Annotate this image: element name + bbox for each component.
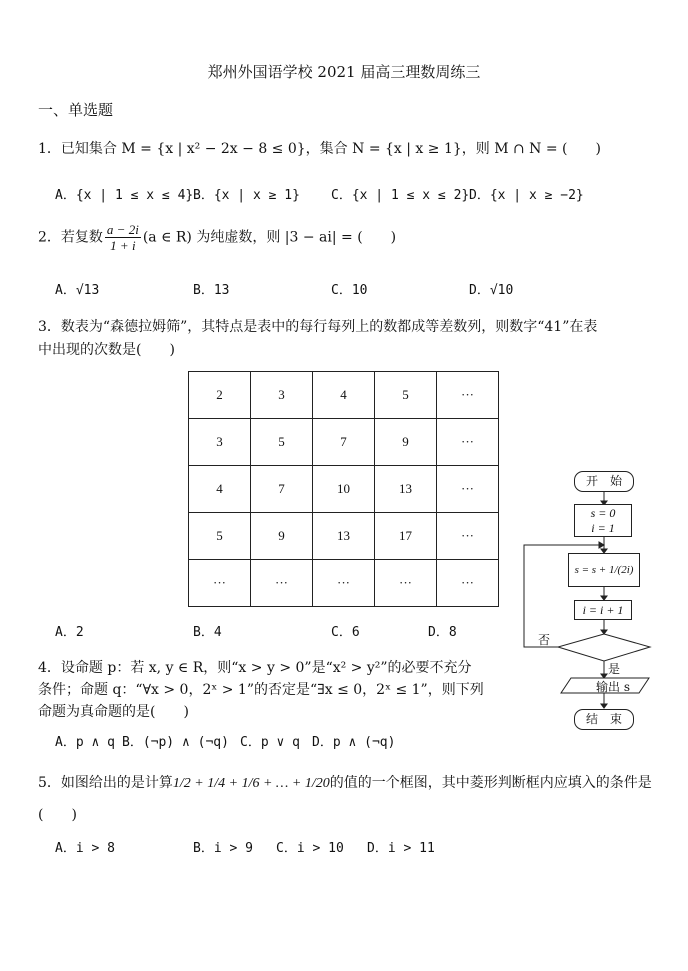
q5-option-d: D．i > 11 [367,841,435,856]
arrow-head [601,630,607,634]
q4-stem-line1: 4．设命题 p：若 x, y ∈ R，则“x > y > 0”是“x² > y²”的必要不充分 [38,660,472,676]
table-cell: ··· [189,560,251,607]
q2-stem [38,222,396,253]
q5-option-c: C．i > 10 [276,841,344,856]
flowchart-init-box [574,504,632,537]
table-cell: ··· [375,560,437,607]
arrow-head [599,542,604,548]
table-cell: ··· [251,560,313,607]
q5-sum-expression: 1/2 + 1/4 + 1/6 + … + 1/20 [172,776,330,791]
q3-stem-line1: 3．数表为“森德拉姆筛”，其特点是表中的每行每列上的数都成等差数列，则数字“41”在表 [38,319,598,335]
q1-option-b: B．{x | x ≥ 1} [193,188,300,203]
arrow-head [601,704,607,708]
q2-option-b: B．13 [193,283,230,298]
sundaram-sieve-table [188,371,499,607]
q5-stem-post: 的值的一个框图，其中菱形判断框内应填入的条件是 [329,775,652,791]
table-row [189,560,499,607]
q2-option-c: C．10 [331,283,368,298]
q2-fraction-denominator: 1 + i [110,238,136,253]
q2-fraction [105,222,141,253]
q2-option-d: D．√10 [469,283,514,298]
table-cell: 13 [313,513,375,560]
q4-option-b: B．(¬p) ∧ (¬q) [122,735,229,750]
q5-option-a: A．i > 8 [55,841,115,856]
flowchart-start: 开 始 [574,471,634,492]
q1-stem: 1．已知集合 M = {x | x² − 2x − 8 ≤ 0}，集合 N = {x | x ≥ 1}，则 M ∩ N = ( ) [38,141,601,157]
q4-option-a: A．p ∧ q [55,735,115,750]
q4-stem-line3: 命题为真命题的是( ) [38,704,189,720]
table-cell: ··· [437,513,499,560]
table-cell: ··· [437,419,499,466]
table-cell: 4 [189,466,251,513]
table-row [189,372,499,419]
table-cell: 7 [313,419,375,466]
table-cell: 5 [189,513,251,560]
table-cell: 9 [375,419,437,466]
table-cell: 4 [313,372,375,419]
q2-stem-post: (a ∈ R) 为纯虚数，则 |3 − ai| = ( ) [142,229,397,246]
table-cell: 5 [375,372,437,419]
q1-option-c: C．{x | 1 ≤ x ≤ 2} [331,188,470,203]
q2-fraction-numerator: a − 2i [106,222,139,237]
page-title: 郑州外国语学校 2021 届高三理数周练三 [207,63,481,81]
q1-option-d: D．{x | x ≥ −2} [469,188,584,203]
q4-option-d: D．p ∧ (¬q) [312,735,396,750]
flowchart-init-s: s = 0 [590,506,616,520]
table-cell: 7 [251,466,313,513]
flowchart-update-s: s = s + 1/(2i) [568,553,640,587]
table-cell: 3 [189,419,251,466]
flowchart-no-label: 否 [538,633,551,647]
table-cell: 9 [251,513,313,560]
q3-stem-line2: 中出现的次数是( ) [38,342,175,358]
table-cell: 2 [189,372,251,419]
flowchart-update-i: i = i + 1 [574,600,632,620]
q3-option-d: D．8 [428,625,457,640]
flowchart-output-label: 输出 s [596,680,630,694]
section-heading: 一、单选题 [38,101,114,119]
table-cell: ··· [313,560,375,607]
table-cell: ··· [437,560,499,607]
table-cell: ··· [437,372,499,419]
table-cell: 3 [251,372,313,419]
q3-option-b: B．4 [193,625,222,640]
q5-option-b: B．i > 9 [193,841,253,856]
table-cell: 5 [251,419,313,466]
q3-option-a: A．2 [55,625,84,640]
q5-stem [38,772,652,792]
q2-stem-pre: 2．若复数 [38,229,103,246]
table-cell: 10 [313,466,375,513]
q5-stem-pre: 5．如图给出的是计算 [38,775,173,791]
decision-diamond [558,634,650,661]
flowchart-end: 结 束 [574,709,634,730]
q4-stem-line2: 条件；命题 q：“∀x > 0，2ˣ > 1”的否定是“∃x ≤ 0，2ˣ ≤ 1”，则下列 [38,682,484,698]
q2-option-a: A．√13 [55,283,100,298]
q5-stem-line2: ( ) [38,807,77,823]
table-row [189,419,499,466]
q1-option-a: A．{x | 1 ≤ x ≤ 4} [55,188,194,203]
flowchart-init-i: i = 1 [591,521,615,535]
table-row [189,466,499,513]
q3-option-c: C．6 [331,625,360,640]
table-row [189,513,499,560]
table-cell: ··· [437,466,499,513]
flowchart-yes-label: 是 [608,662,621,676]
q4-option-c: C．p ∨ q [240,735,300,750]
table-cell: 17 [375,513,437,560]
table-cell: 13 [375,466,437,513]
